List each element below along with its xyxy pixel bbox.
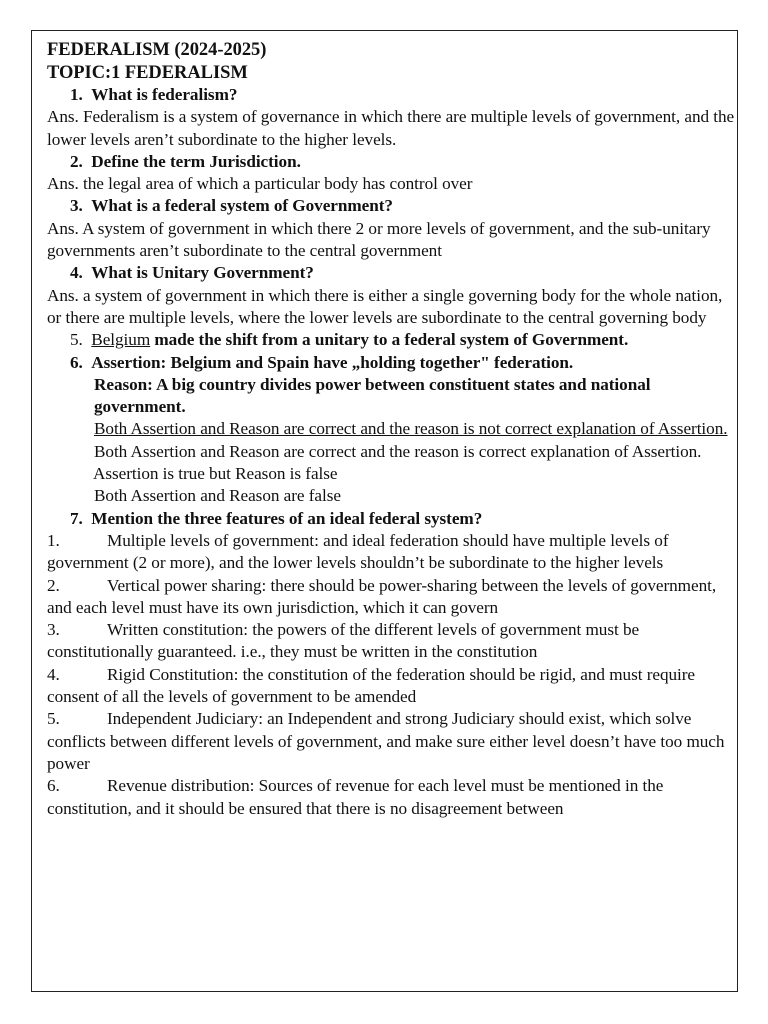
answer-4: Ans. a system of government in which there is either a single governing body for the whole nation, or there are multiple levels, where the lower levels are subordinate to the central governing body — [47, 285, 723, 327]
question-text: Define the term Jurisdiction. — [91, 151, 301, 171]
option: Both Assertion and Reason are false — [94, 486, 341, 506]
answer-3: Ans. A system of government in which there 2 or more levels of government, and the sub-unitary governments aren’t subordinate to the central government — [47, 218, 711, 261]
feature-number: 3. — [47, 620, 60, 640]
feature-item — [47, 664, 737, 709]
question-number: 7. — [70, 508, 83, 528]
topic-heading: TOPIC:1 FEDERALISM — [47, 62, 248, 83]
document-body — [47, 39, 737, 820]
filled-blank-answer: Belgium — [91, 330, 151, 350]
feature-item — [47, 619, 737, 664]
question-5 — [47, 329, 737, 351]
feature-item — [47, 575, 737, 620]
feature-text: Vertical power sharing: there should be power-sharing between the levels of government, and each level must have its own jurisdiction, which it can govern — [47, 575, 717, 617]
feature-number: 1. — [47, 530, 60, 550]
option-correct: Both Assertion and Reason are correct and the reason is not correct explanation of Assertion. — [94, 419, 728, 439]
answer-2: Ans. the legal area of which a particular body has control over — [47, 174, 473, 194]
question-4 — [47, 262, 737, 284]
question-1 — [47, 84, 737, 106]
question-text: Mention the three features of an ideal federal system? — [91, 508, 483, 528]
option: Assertion is true but Reason is false — [93, 464, 338, 484]
document-title: FEDERALISM (2024-2025) — [47, 40, 267, 60]
question-number: 4. — [70, 263, 83, 283]
question-number: 6. — [70, 352, 83, 372]
question-7 — [47, 508, 737, 530]
feature-text: Revenue distribution: Sources of revenue for each level must be mentioned in the constitution, and it should be ensured that there is no disagreement between — [47, 776, 664, 818]
question-text: What is a federal system of Government? — [91, 196, 393, 216]
feature-number: 5. — [47, 709, 60, 729]
feature-number: 2. — [47, 575, 60, 595]
question-text: What is Unitary Government? — [91, 263, 314, 283]
reason-text: Reason: A big country divides power between constituent states and national government. — [94, 374, 651, 417]
option: Both Assertion and Reason are correct and the reason is correct explanation of Assertion. — [94, 441, 702, 461]
question-text: made the shift from a unitary to a federal system of Government. — [150, 330, 629, 350]
feature-item — [47, 708, 737, 775]
question-3 — [47, 195, 737, 217]
feature-text: Rigid Constitution: the constitution of the federation should be rigid, and must require consent of all the levels of government to be amended — [47, 664, 696, 707]
assertion-text: Assertion: Belgium and Spain have „holding together" federation. — [91, 352, 574, 372]
answer-1: Ans. Federalism is a system of governance in which there are multiple levels of government, and the lower levels aren’t subordinate to the higher levels. — [47, 107, 735, 149]
question-text: What is federalism? — [91, 85, 238, 104]
feature-number: 4. — [47, 664, 60, 684]
question-2 — [47, 151, 737, 173]
question-number: 5. — [70, 330, 83, 350]
question-number: 3. — [70, 196, 83, 216]
feature-text: Written constitution: the powers of the different levels of government must be constitutionally guaranteed. i.e., they must be written in the constitution — [47, 620, 640, 662]
feature-text: Multiple levels of government: and ideal federation should have multiple levels of government (2 or more), and the lower levels shouldn’t be subordinate to the higher levels — [47, 530, 669, 573]
page-border — [31, 30, 738, 992]
question-number: 2. — [70, 151, 83, 171]
feature-item — [47, 775, 737, 820]
feature-text: Independent Judiciary: an Independent and strong Judiciary should exist, which solve conflicts between different levels of government, and make sure either level doesn’t have too much power — [47, 709, 725, 773]
question-number: 1. — [70, 85, 83, 104]
feature-number: 6. — [47, 776, 60, 796]
feature-item — [47, 530, 737, 575]
question-6-assertion — [47, 352, 737, 374]
